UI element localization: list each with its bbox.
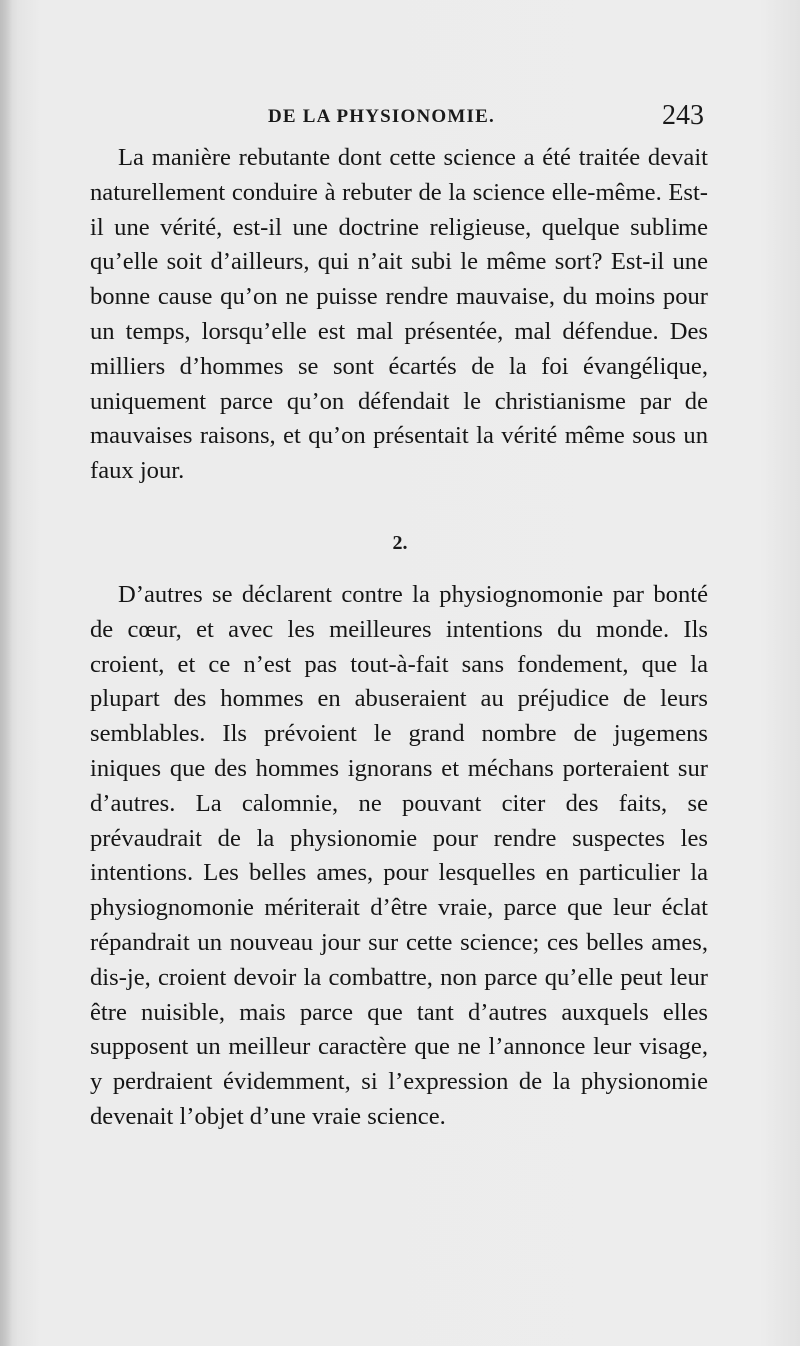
page-number: 243 bbox=[662, 100, 704, 131]
paragraph-1: La manière rebutante dont cette science a été traitée devait naturellement conduire à rebuter de la science elle-même. Est-il une vérité, est-il une doctrine religieuse, quelque sublime qu’elle soit d’ailleurs, qui n’ait subi le même sort? Est-il une bonne cause qu’on ne puisse rendre mauvaise, du moins pour un temps, lorsqu’elle est mal présentée, mal défendue. Des milliers d’hommes se sont écartés de la foi évangélique, uniquement parce qu’on défendait le christianisme par de mauvaises raisons, et qu’on présentait la vérité même sous un faux jour. bbox=[90, 144, 708, 485]
paragraph-2-block bbox=[90, 578, 708, 1135]
running-head bbox=[0, 98, 800, 138]
section-number: 2. bbox=[392, 532, 408, 554]
paragraph-2: D’autres se déclarent contre la physiognomonie par bonté de cœur, et avec les meilleures intentions du monde. Ils croient, et ce n’est pas tout-à-fait sans fondement, que la plupart des hommes en abuseraient au préjudice de leurs semblables. Ils prévoient le grand nombre de jugemens iniques que des hommes ignorans et méchans porteraient sur d’autres. La calomnie, ne pouvant citer des faits, se prévaudrait de la physionomie pour rendre suspectes les intentions. Les belles ames, pour lesquelles en particulier la physiognomonie mériterait d’être vraie, parce que leur éclat répandrait un nouveau jour sur cette science; ces belles ames, dis-je, croient devoir la combattre, non parce qu’elle peut leur être nuisible, mais parce que tant d’autres auxquels elles supposent un meilleur caractère que ne l’annonce leur visage, y perdraient évidemment, si l’expression de la physionomie devenait l’objet d’une vraie science. bbox=[90, 581, 708, 1130]
paragraph-1-block bbox=[90, 141, 708, 489]
running-title: DE LA PHYSIONOMIE. bbox=[268, 106, 495, 127]
